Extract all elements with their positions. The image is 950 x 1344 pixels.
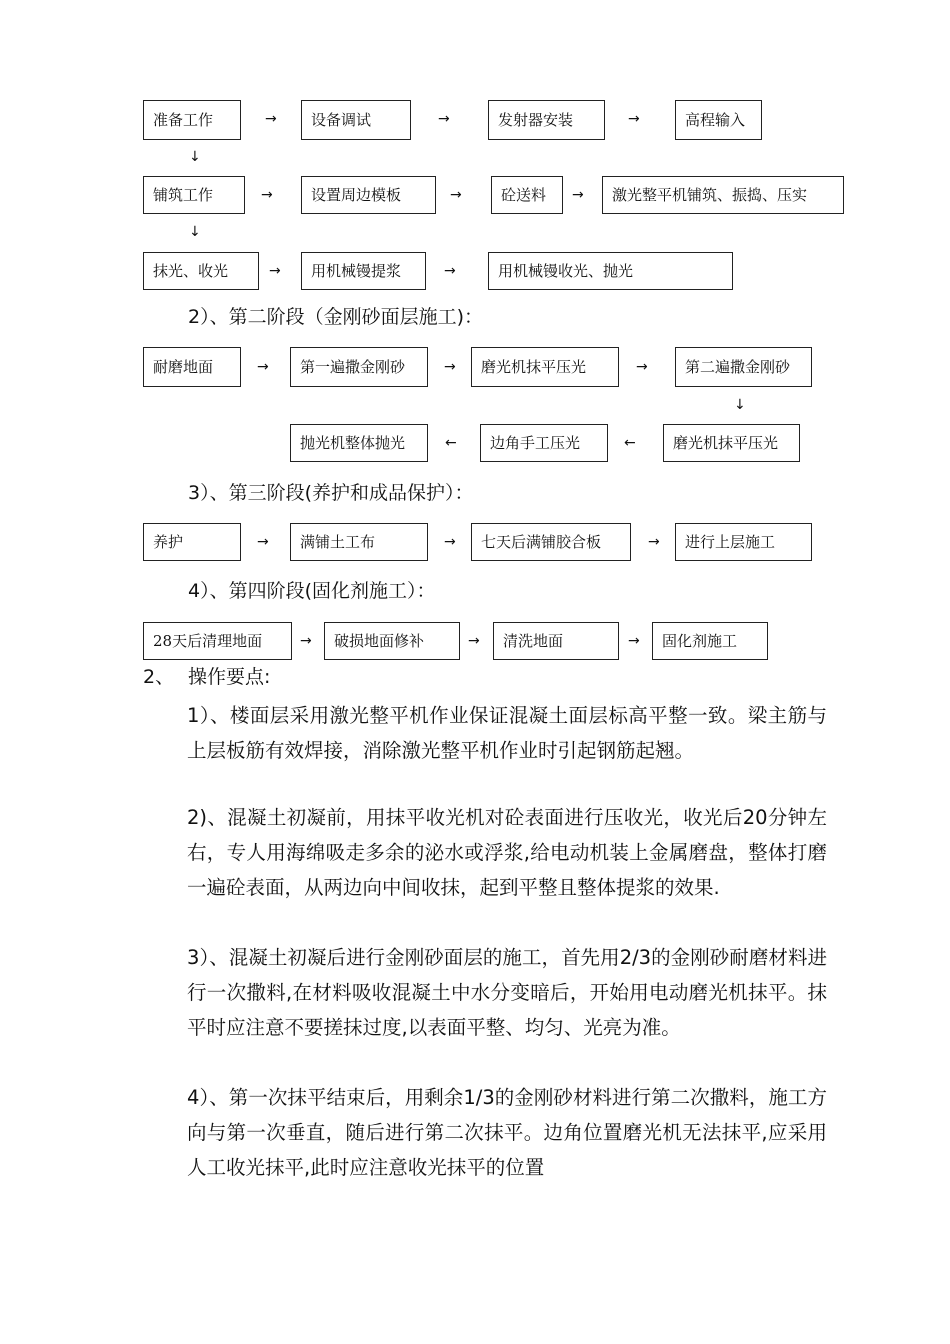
flow-box-trowel-finish: 抹光、收光 <box>143 252 259 290</box>
flow-box-upper-construction: 进行上层施工 <box>675 523 812 561</box>
flow-box-curing: 养护 <box>143 523 241 561</box>
arrow-right: → <box>300 633 312 649</box>
arrow-left: ← <box>624 435 636 451</box>
arrow-right: → <box>468 633 480 649</box>
flow-box-edge-formwork: 设置周边模板 <box>301 176 436 214</box>
flow-box-plywood: 七天后满铺胶合板 <box>471 523 631 561</box>
section-2-title: 操作要点: <box>188 666 271 688</box>
flow-box-clean-28d: 28天后清理地面 <box>143 622 292 660</box>
arrow-down: ↓ <box>189 224 201 240</box>
stage-2-title: 2）、第二阶段（金刚砂面层施工)： <box>188 306 484 328</box>
section-2-number: 2、 <box>143 666 175 688</box>
arrow-right: → <box>438 111 450 127</box>
point-3: 3）、混凝土初凝后进行金刚砂面层的施工，首先用2/3的金刚砂耐磨材料进行一次撒料,在材料吸收混凝土中水分变暗后，开始用电动磨光机抹平。抹平时应注意不要搓抹过度,以表面平整、均匀、光亮为准。 <box>187 946 827 1039</box>
flow-box-laser-screed: 激光整平机铺筑、振捣、压实 <box>602 176 844 214</box>
arrow-right: → <box>265 111 277 127</box>
flow-box-concrete-feed: 砼送料 <box>491 176 563 214</box>
flow-box-polisher-overall: 抛光机整体抛光 <box>290 424 428 462</box>
arrow-right: → <box>257 359 269 375</box>
arrow-right: → <box>269 263 281 279</box>
flow-box-emitter-install: 发射器安装 <box>488 100 605 140</box>
arrow-down: ↓ <box>189 149 201 165</box>
flow-box-edge-hand-press: 边角手工压光 <box>480 424 608 462</box>
flow-box-geotextile: 满铺土工布 <box>290 523 428 561</box>
arrow-right: → <box>257 534 269 550</box>
stage-3-title: 3）、第三阶段(养护和成品保护）： <box>188 482 474 504</box>
flow-box-grinder-press-2: 磨光机抹平压光 <box>663 424 800 462</box>
arrow-right: → <box>444 359 456 375</box>
arrow-right: → <box>628 633 640 649</box>
arrow-right: → <box>444 263 456 279</box>
flow-box-wear-floor: 耐磨地面 <box>143 347 241 387</box>
arrow-right: → <box>628 111 640 127</box>
flow-box-prepare: 准备工作 <box>143 100 241 140</box>
point-1: 1）、楼面层采用激光整平机作业保证混凝土面层标高平整一致。梁主筋与上层板筋有效焊接，消除激光整平机作业时引起钢筋起翘。 <box>187 704 827 762</box>
flow-box-mechanical-float: 用机械镘提浆 <box>301 252 426 290</box>
arrow-down: ↓ <box>734 397 746 413</box>
arrow-right: → <box>450 187 462 203</box>
flow-box-hardener: 固化剂施工 <box>652 622 768 660</box>
arrow-right: → <box>572 187 584 203</box>
flow-box-second-spread: 第二遍撒金刚砂 <box>675 347 812 387</box>
flow-box-grinder-press-1: 磨光机抹平压光 <box>471 347 619 387</box>
flow-box-elevation-input: 高程输入 <box>675 100 762 140</box>
arrow-right: → <box>444 534 456 550</box>
point-2: 2)、混凝土初凝前，用抹平收光机对砼表面进行压收光，收光后20分钟左右，专人用海绵吸走多余的泌水或浮浆,给电动机装上金属磨盘，整体打磨一遍砼表面，从两边向中间收抹，起到平整且整体提浆的效果. <box>187 806 827 899</box>
flow-box-first-spread: 第一遍撒金刚砂 <box>290 347 428 387</box>
point-4: 4）、第一次抹平结束后，用剩余1/3的金刚砂材料进行第二次撒料，施工方向与第一次垂直，随后进行第二次抹平。边角位置磨光机无法抹平,应采用人工收光抹平,此时应注意收光抹平的位置 <box>187 1086 827 1179</box>
arrow-left: ← <box>445 435 457 451</box>
flow-box-paving: 铺筑工作 <box>143 176 245 214</box>
flow-box-repair: 破损地面修补 <box>324 622 460 660</box>
flow-box-wash: 清洗地面 <box>493 622 619 660</box>
flow-box-mechanical-polish: 用机械镘收光、抛光 <box>488 252 733 290</box>
arrow-right: → <box>636 359 648 375</box>
arrow-right: → <box>261 187 273 203</box>
arrow-right: → <box>648 534 660 550</box>
stage-4-title: 4）、第四阶段(固化剂施工）： <box>188 580 436 602</box>
flow-box-equipment-debug: 设备调试 <box>301 100 411 140</box>
